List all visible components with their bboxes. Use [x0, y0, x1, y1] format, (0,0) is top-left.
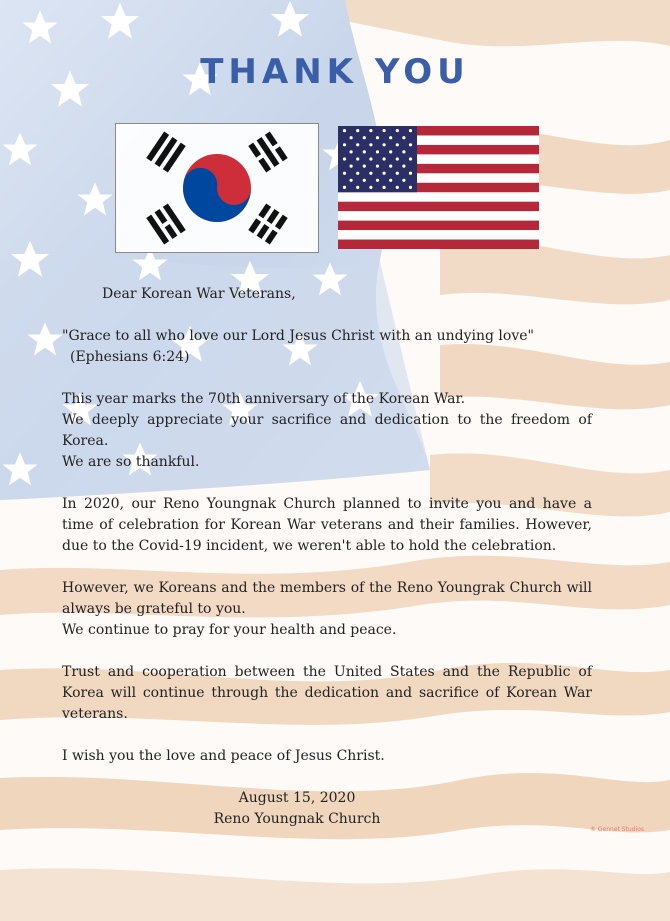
- bible-citation: (Ephesians 6:24): [70, 349, 190, 365]
- thank-you-title: THANK YOU: [200, 52, 470, 92]
- letter-body: [62, 284, 592, 830]
- greeting: Dear Korean War Veterans,: [102, 286, 296, 302]
- paragraph-anniversary-2: We deeply appreciate your sacrifice and dedication to the freedom of Korea.: [62, 412, 592, 449]
- paragraph-gratitude: However, we Koreans and the members of the Reno Youngrak Church will always be grateful to you.: [62, 580, 592, 617]
- paragraph-prayer: We continue to pray for your health and peace.: [62, 622, 397, 638]
- studio-watermark: ® Gennet Studios: [589, 826, 644, 833]
- paragraph-celebration: In 2020, our Reno Youngnak Church planned to invite you and have a time of celebration for Korean War veterans and their families. However, due to the Covid-19 incident, we weren't able to hold the celebration.: [62, 496, 592, 554]
- paragraph-anniversary-1: This year marks the 70th anniversary of the Korean War.: [62, 391, 466, 407]
- south-korea-flag: [115, 123, 319, 253]
- paragraph-cooperation: Trust and cooperation between the United States and the Republic of Korea will continue through the dedication and sacrifice of Korean War veterans.: [62, 664, 592, 722]
- paragraph-blessing: I wish you the love and peace of Jesus Christ.: [62, 748, 385, 764]
- letter-signature: Reno Youngnak Church: [213, 811, 381, 827]
- paragraph-anniversary-3: We are so thankful.: [62, 454, 200, 470]
- united-states-flag: [338, 126, 539, 249]
- bible-quote: "Grace to all who love our Lord Jesus Christ with an undying love": [62, 328, 534, 344]
- letter-date: August 15, 2020: [238, 790, 356, 806]
